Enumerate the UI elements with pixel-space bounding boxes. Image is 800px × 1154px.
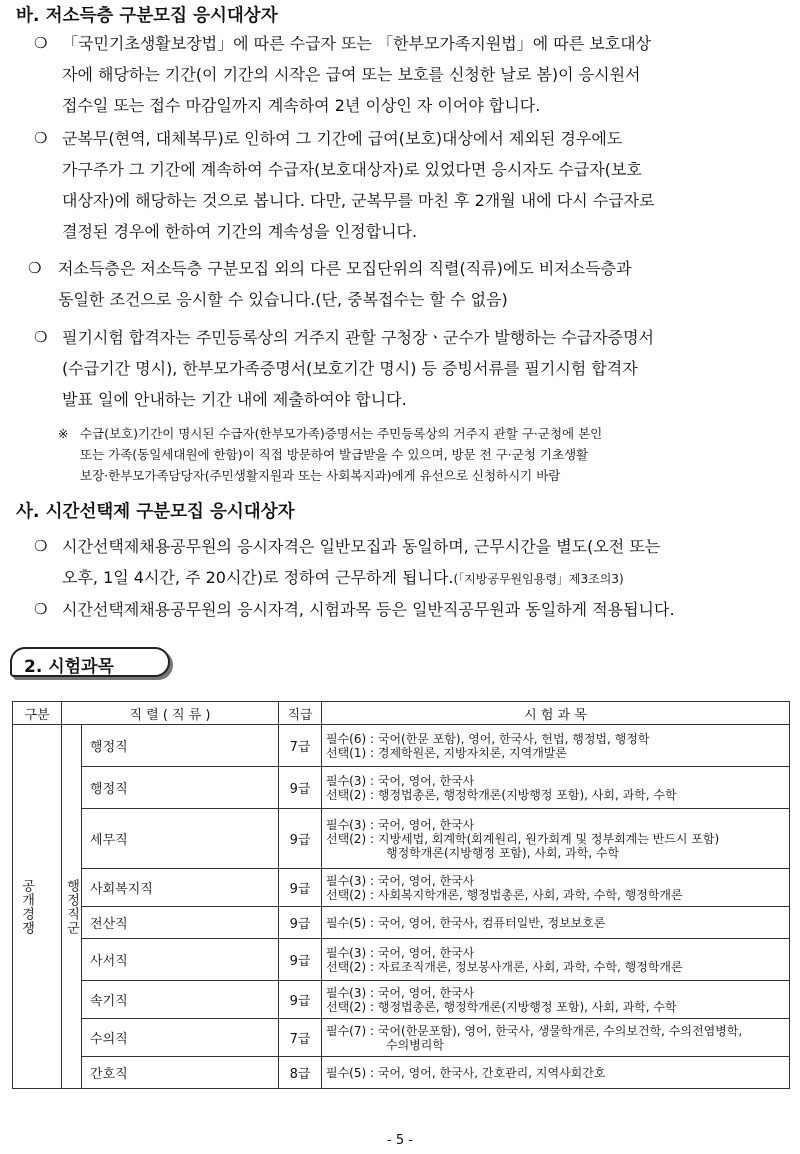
item-line [62,562,786,595]
exam-subjects-table [12,701,790,1089]
item-line: 저소득층은 저소득층 구분모집 외의 다른 모집단위의 직렬(직류)에도 비저소득층과 [58,259,632,278]
subject-line: 행정학개론(지방행정 포함), 사회, 과학, 수학 [326,845,620,860]
item-line: 대상자)에 해당하는 것으로 봅니다. 다만, 군복무를 마친 후 2개월 내에 다시 수급자로 [62,191,655,210]
category-label: 공개경쟁 [19,878,34,935]
table-row [13,907,790,939]
section-heading-ba: 바. 저소득층 구분모집 응시대상자 [16,6,278,26]
note-line: 수급(보호)기간이 명시된 수급자(한부모가족)증명서는 주민등록상의 거주지 관할 구·군청에 본인 [80,426,603,441]
subject-line: 필수(5) : 국어, 영어, 한국사, 간호관리, 지역사회간호 [326,1065,606,1080]
subject-line: 필수(3) : 국어, 영어, 한국사 [326,873,475,888]
job-name: 행정직 [90,782,128,797]
subjects-cell [322,907,790,939]
subject-line: 선택(1) : 경제학원론, 지방자치론, 지역개발론 [326,745,567,760]
job-cell [82,869,279,907]
item-line: 가구주가 그 기간에 계속하여 수급자(보호대상자)로 있었다면 응시자도 수급자(보호 [62,160,642,179]
subjects-cell [322,869,790,907]
section-tag-label: 2. 시험과목 [24,657,114,677]
subjects-cell [322,939,790,981]
subjects-cell [322,1057,790,1089]
grade-cell: 9급 [279,907,322,939]
job-cell [82,1019,279,1057]
note-line: 보장·한부모가족담당자(주민생활지원과 또는 사회복지과)에게 유선으로 신청하시기 바람 [80,468,561,483]
table-row [13,869,790,907]
subjects-cell [322,725,790,767]
item-line: 동일한 조건으로 응시할 수 있습니다.(단, 중복접수는 할 수 없음) [58,290,508,309]
item-line: 「국민기초생활보장법」에 따른 수급자 또는 「한부모가족지원법」에 따른 보호대상 [62,34,652,53]
job-name: 사서직 [90,954,128,969]
law-reference: (「지방공무원임용령」제3조의3) [453,572,624,586]
header-subjects: 시 험 과 목 [322,702,790,725]
job-cell [82,767,279,809]
grade-cell: 9급 [279,939,322,981]
job-cell [82,725,279,767]
job-name: 세무직 [90,833,128,848]
item-line: 군복무(현역, 대체복무)로 인하여 그 기간에 급여(보호)대상에서 제외된 경우에도 [62,129,623,148]
header-category: 구분 [13,702,62,725]
job-name: 행정직 [90,740,128,755]
item-line: 발표 일에 안내하는 기간 내에 제출하여야 합니다. [62,390,407,409]
header-grade: 직급 [279,702,322,725]
group-label: 행정직군 [64,878,79,935]
item-line: 시간선택제채용공무원의 응시자격은 일반모집과 동일하며, 근무시간을 별도(오전 또는 [62,537,661,556]
job-cell [82,939,279,981]
grade-cell: 9급 [279,869,322,907]
subject-line: 필수(3) : 국어, 영어, 한국사 [326,985,475,1000]
item-line: 결정된 경우에 한하여 기간의 계속성을 인정합니다. [62,222,418,241]
subject-line: 필수(3) : 국어, 영어, 한국사 [326,817,475,832]
bullet-circle-icon: ❍ [28,259,42,277]
job-name: 속기직 [90,994,128,1009]
subjects-cell [322,809,790,869]
grade-cell: 7급 [279,725,322,767]
page-number: - 5 - [387,1133,413,1148]
table-row [13,981,790,1019]
note-mark: ※ [58,426,69,441]
bullet-item [30,322,786,415]
job-cell [82,981,279,1019]
subject-line: 필수(6) : 국어(한문 포함), 영어, 한국사, 헌법, 행정법, 행정학 [326,731,650,746]
section-heading-sa: 사. 시간선택제 구분모집 응시대상자 [16,502,295,522]
item-line: 접수일 또는 접수 마감일까지 계속하여 2년 이상인 자 이어야 합니다. [62,96,541,115]
subject-line: 필수(3) : 국어, 영어, 한국사 [326,773,475,788]
group-cell [62,725,82,1089]
job-name: 사회복지직 [90,882,153,897]
bullet-item [30,531,786,595]
note [58,423,788,486]
category-cell [13,725,62,1089]
item-line-text: 오후, 1일 4시간, 주 20시간)로 정하여 근무하게 됩니다. [62,568,454,587]
table-row [13,1019,790,1057]
job-cell [82,1057,279,1089]
subject-line: 필수(5) : 국어, 영어, 한국사, 컴퓨터일반, 정보보호론 [326,915,606,930]
item-line: (수급기간 명시), 한부모가족증명서(보호기간 명시) 등 증빙서류를 필기시험 합격자 [62,359,638,378]
grade-cell: 9급 [279,767,322,809]
job-name: 수의직 [90,1032,128,1047]
table-row [13,767,790,809]
table-row [13,725,790,767]
job-cell [82,809,279,869]
item-line: 자에 해당하는 기간(이 기간의 시작은 급여 또는 보호를 신청한 날로 봄)이 응시원서 [62,65,641,84]
bullet-circle-icon: ❍ [34,537,48,555]
bullet-circle-icon: ❍ [34,129,48,147]
bullet-circle-icon: ❍ [34,34,48,52]
subject-line: 선택(2) : 지방세법, 회계학(회계원리, 원가회계 및 정부회계는 반드시 포함) [326,831,720,846]
note-line: 또는 가족(동일세대원에 한함)이 직접 방문하여 발급받을 수 있으며, 방문 전 구·군청 기초생활 [80,447,589,462]
bullet-circle-icon: ❍ [34,328,48,346]
subject-line: 필수(7) : 국어(한문포함), 영어, 한국사, 생물학개론, 수의보건학, 수의전염병학, [326,1023,743,1038]
grade-cell: 7급 [279,1019,322,1057]
grade-cell: 9급 [279,809,322,869]
subject-line: 선택(2) : 사회복지학개론, 행정법총론, 사회, 과학, 수학, 행정학개론 [326,887,683,902]
subject-line: 선택(2) : 행정법총론, 행정학개론(지방행정 포함), 사회, 과학, 수학 [326,999,677,1014]
subjects-cell [322,981,790,1019]
bullet-item [30,123,786,247]
subjects-cell [322,1019,790,1057]
job-name: 전산직 [90,917,128,932]
bullet-circle-icon: ❍ [34,600,48,618]
grade-cell: 9급 [279,981,322,1019]
bullet-item [30,28,786,121]
subject-line: 수의병리학 [326,1037,444,1052]
table-header-row [13,702,790,725]
job-name: 간호직 [90,1067,128,1082]
subjects-cell [322,767,790,809]
item-line: 필기시험 합격자는 주민등록상의 거주지 관할 구청장ㆍ군수가 발행하는 수급자증명서 [62,328,655,347]
item-line: 시간선택제채용공무원의 응시자격, 시험과목 등은 일반직공무원과 동일하게 적용됩니다. [62,600,675,619]
header-job: 직 렬 ( 직 류 ) [62,702,279,725]
section-tag [10,643,182,679]
grade-cell: 8급 [279,1057,322,1089]
subject-line: 필수(3) : 국어, 영어, 한국사 [326,945,475,960]
job-cell [82,907,279,939]
subject-line: 선택(2) : 자료조직개론, 정보봉사개론, 사회, 과학, 수학, 행정학개론 [326,959,683,974]
table-row [13,809,790,869]
bullet-item [24,253,780,315]
table-row [13,1057,790,1089]
bullet-item [30,594,786,625]
table-row [13,939,790,981]
subject-line: 선택(2) : 행정법총론, 행정학개론(지방행정 포함), 사회, 과학, 수학 [326,787,677,802]
